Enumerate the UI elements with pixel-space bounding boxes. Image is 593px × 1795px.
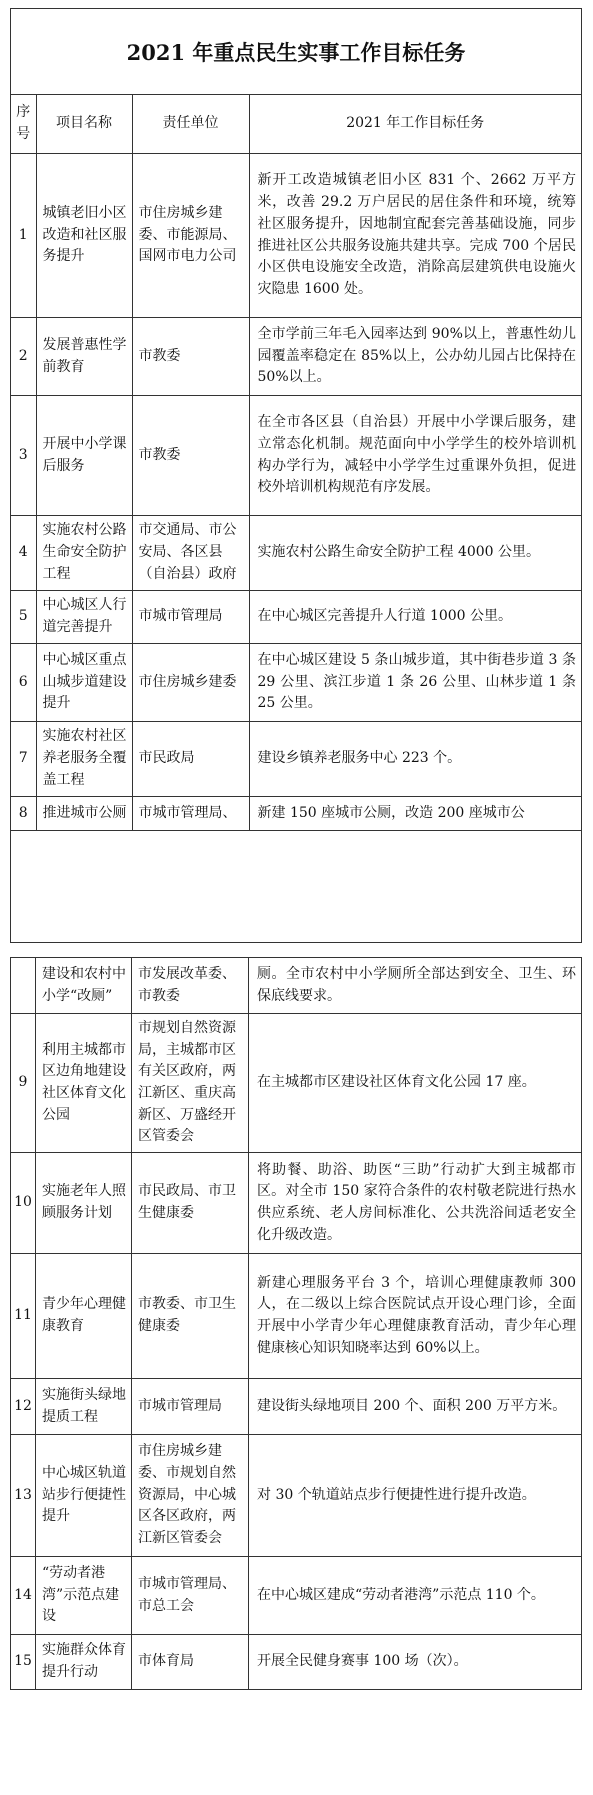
row-task: 将助餐、助浴、助医“三助”行动扩大到主城都市区。对全市 150 家符合条件的农村敬老院进行热水供应系统、老人房间标准化、公共洗浴间适老安全化升级改造。 [249, 1153, 582, 1254]
task-table-continued [10, 957, 582, 1690]
row-name: 实施群众体育提升行动 [36, 1635, 132, 1690]
table-row [11, 1635, 582, 1690]
row-task: 在中心城区建成“劳动者港湾”示范点 110 个。 [249, 1557, 582, 1635]
row-no: 5 [11, 591, 36, 644]
row-no: 6 [11, 644, 36, 722]
row-name: “劳动者港湾”示范点建设 [36, 1557, 132, 1635]
row-no: 1 [11, 154, 36, 318]
row-unit: 市城市管理局 [132, 1379, 249, 1435]
row-task: 建设乡镇养老服务中心 223 个。 [249, 722, 581, 797]
row-unit: 市教委 [132, 318, 249, 396]
row-no: 13 [11, 1435, 36, 1557]
table-row [11, 644, 581, 722]
row-no: 10 [11, 1153, 36, 1254]
row-no: 8 [11, 797, 36, 831]
row-task: 在中心城区完善提升人行道 1000 公里。 [249, 591, 581, 644]
row-name: 实施农村公路生命安全防护工程 [36, 516, 132, 591]
row-unit: 市交通局、市公安局、各区县（自治县）政府 [132, 516, 249, 591]
row-no: 7 [11, 722, 36, 797]
row-name: 中心城区人行道完善提升 [36, 591, 132, 644]
document-title: 2021 年重点民生实事工作目标任务 [11, 9, 581, 95]
row-task: 全市学前三年毛入园率达到 90%以上，普惠性幼儿园覆盖率稳定在 85%以上，公办幼儿园占比保持在 50%以上。 [249, 318, 581, 396]
table-row [11, 1153, 582, 1254]
row-no: 12 [11, 1379, 36, 1435]
table-row [11, 1435, 582, 1557]
row-task: 新建心理服务平台 3 个，培训心理健康教师 300 人，在二级以上综合医院试点开设心理门诊，全面开展中小学青少年心理健康教育活动，青少年心理健康核心知识知晓率达到 60%以上。 [249, 1254, 582, 1379]
table-row [11, 797, 581, 831]
table-row [11, 516, 581, 591]
header-unit: 责任单位 [132, 95, 249, 154]
row-name: 建设和农村中小学“改厕” [36, 958, 132, 1014]
row-unit: 市住房城乡建委 [132, 644, 249, 722]
row-task: 厕。全市农村中小学厕所全部达到安全、卫生、环保底线要求。 [249, 958, 582, 1014]
row-task: 对 30 个轨道站点步行便捷性进行提升改造。 [249, 1435, 582, 1557]
row-task: 建设街头绿地项目 200 个、面积 200 万平方米。 [249, 1379, 582, 1435]
row-task: 开展全民健身赛事 100 场（次）。 [249, 1635, 582, 1690]
table-row [11, 1379, 582, 1435]
row-no: 14 [11, 1557, 36, 1635]
table-row [11, 591, 581, 644]
row-unit: 市住房城乡建委、市规划自然资源局，中心城区各区政府，两江新区管委会 [132, 1435, 249, 1557]
table-row [11, 1014, 582, 1153]
table-row [11, 1557, 582, 1635]
row-no: 4 [11, 516, 36, 591]
row-task: 在中心城区建设 5 条山城步道，其中街巷步道 3 条 29 公里、滨江步道 1 条 26 公里、山林步道 1 条 25 公里。 [249, 644, 581, 722]
row-name: 中心城区轨道站步行便捷性提升 [36, 1435, 132, 1557]
row-name: 利用主城都市区边角地建设社区体育文化公园 [36, 1014, 132, 1153]
row-unit: 市规划自然资源局，主城都市区有关区政府，两江新区、重庆高新区、万盛经开区管委会 [132, 1014, 249, 1153]
row-task: 新建 150 座城市公厕，改造 200 座城市公 [249, 797, 581, 831]
row-no: 3 [11, 396, 36, 516]
row-name: 城镇老旧小区改造和社区服务提升 [36, 154, 132, 318]
row-task: 实施农村公路生命安全防护工程 4000 公里。 [249, 516, 581, 591]
table-row [11, 396, 581, 516]
row-no: 11 [11, 1254, 36, 1379]
row-name: 实施老年人照顾服务计划 [36, 1153, 132, 1254]
row-name: 实施农村社区养老服务全覆盖工程 [36, 722, 132, 797]
row-name: 推进城市公厕 [36, 797, 132, 831]
row-unit: 市城市管理局、 [132, 797, 249, 831]
row-unit: 市民政局、市卫生健康委 [132, 1153, 249, 1254]
table-row [11, 154, 581, 318]
row-unit: 市住房城乡建委、市能源局、国网市电力公司 [132, 154, 249, 318]
row-unit: 市教委 [132, 396, 249, 516]
row-name: 中心城区重点山城步道建设提升 [36, 644, 132, 722]
row-unit: 市城市管理局、市总工会 [132, 1557, 249, 1635]
header-name: 项目名称 [36, 95, 132, 154]
row-unit: 市发展改革委、市教委 [132, 958, 249, 1014]
table-row [11, 958, 582, 1014]
table-row [11, 318, 581, 396]
document-page-1 [10, 8, 582, 943]
task-table [11, 94, 581, 831]
row-name: 青少年心理健康教育 [36, 1254, 132, 1379]
row-task: 新开工改造城镇老旧小区 831 个、2662 万平方米，改善 29.2 万户居民的居住条件和环境，统筹社区服务提升，因地制宜配套完善基础设施，同步推进社区公共服务设施共建共享。完成 700 个居民小区供电设施安全改造，消除高层建筑供电设施火灾隐患 1600 处。 [249, 154, 581, 318]
row-no: 15 [11, 1635, 36, 1690]
header-task: 2021 年工作目标任务 [249, 95, 581, 154]
row-unit: 市教委、市卫生健康委 [132, 1254, 249, 1379]
row-no: 2 [11, 318, 36, 396]
row-name: 开展中小学课后服务 [36, 396, 132, 516]
row-no [11, 958, 36, 1014]
table-row [11, 1254, 582, 1379]
row-name: 实施街头绿地提质工程 [36, 1379, 132, 1435]
row-no: 9 [11, 1014, 36, 1153]
row-unit: 市城市管理局 [132, 591, 249, 644]
row-name: 发展普惠性学前教育 [36, 318, 132, 396]
row-unit: 市体育局 [132, 1635, 249, 1690]
row-unit: 市民政局 [132, 722, 249, 797]
row-task: 在主城都市区建设社区体育文化公园 17 座。 [249, 1014, 582, 1153]
table-header-row [11, 95, 581, 154]
document-page-2 [10, 957, 582, 1795]
header-no: 序号 [11, 95, 36, 154]
row-task: 在全市各区县（自治县）开展中小学课后服务，建立常态化机制。规范面向中小学学生的校外培训机构办学行为，减轻中小学学生过重课外负担，促进校外培训机构规范有序发展。 [249, 396, 581, 516]
table-row [11, 722, 581, 797]
